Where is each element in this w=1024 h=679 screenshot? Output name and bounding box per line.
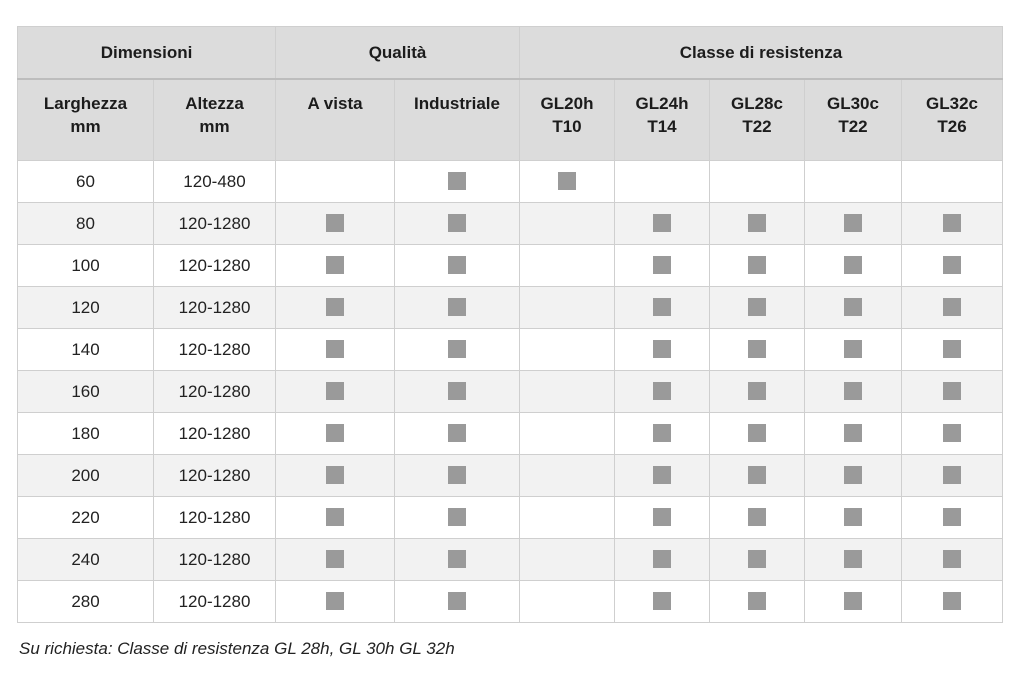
- available-square-icon: [448, 256, 466, 274]
- table-row: [18, 203, 1003, 245]
- table-row: [18, 161, 1003, 203]
- available-square-icon: [844, 298, 862, 316]
- available-square-icon: [653, 382, 671, 400]
- cell-availability: [520, 413, 615, 455]
- available-square-icon: [943, 298, 961, 316]
- column-label-line1: GL24h: [635, 94, 689, 113]
- cell-availability: [615, 455, 710, 497]
- available-square-icon: [943, 340, 961, 358]
- table-row: [18, 581, 1003, 623]
- available-square-icon: [653, 466, 671, 484]
- available-square-icon: [844, 340, 862, 358]
- table-row: [18, 371, 1003, 413]
- available-square-icon: [943, 382, 961, 400]
- cell-availability: [902, 413, 1003, 455]
- cell-availability: [805, 497, 902, 539]
- available-square-icon: [448, 508, 466, 526]
- cell-availability: [615, 581, 710, 623]
- cell-availability: [710, 287, 805, 329]
- cell-availability: [395, 203, 520, 245]
- cell-availability: [902, 371, 1003, 413]
- available-square-icon: [844, 508, 862, 526]
- cell-availability: [902, 245, 1003, 287]
- cell-availability: [902, 455, 1003, 497]
- cell-availability: [276, 497, 395, 539]
- cell-availability: [902, 287, 1003, 329]
- column-label-line2: mm: [70, 117, 101, 136]
- available-square-icon: [448, 382, 466, 400]
- cell-availability: [710, 413, 805, 455]
- cell-availability: [276, 203, 395, 245]
- column-label-line1: A vista: [307, 94, 363, 113]
- cell-availability: [276, 581, 395, 623]
- available-square-icon: [448, 214, 466, 232]
- col-industriale: [395, 79, 520, 161]
- cell-larghezza: 60: [18, 161, 154, 203]
- available-square-icon: [326, 466, 344, 484]
- col-gl32c: [902, 79, 1003, 161]
- cell-availability: [615, 371, 710, 413]
- available-square-icon: [448, 592, 466, 610]
- cell-availability: [615, 329, 710, 371]
- cell-larghezza: 280: [18, 581, 154, 623]
- cell-larghezza: 100: [18, 245, 154, 287]
- cell-availability: [902, 497, 1003, 539]
- cell-altezza: 120-1280: [154, 203, 276, 245]
- available-square-icon: [448, 466, 466, 484]
- cell-availability: [615, 161, 710, 203]
- cell-larghezza: 180: [18, 413, 154, 455]
- available-square-icon: [653, 550, 671, 568]
- column-label-line1: GL30c: [827, 94, 879, 113]
- table-row: [18, 539, 1003, 581]
- cell-availability: [902, 539, 1003, 581]
- available-square-icon: [844, 592, 862, 610]
- cell-availability: [615, 245, 710, 287]
- available-square-icon: [326, 298, 344, 316]
- col-altezza: [154, 79, 276, 161]
- cell-availability: [276, 161, 395, 203]
- available-square-icon: [653, 256, 671, 274]
- column-label-line2: T22: [742, 117, 772, 136]
- cell-availability: [520, 245, 615, 287]
- col-gl28c: [710, 79, 805, 161]
- cell-availability: [805, 203, 902, 245]
- table-row: [18, 329, 1003, 371]
- group-qualita: Qualità: [276, 27, 520, 80]
- col-gl30c: [805, 79, 902, 161]
- table-row: [18, 455, 1003, 497]
- cell-availability: [710, 581, 805, 623]
- available-square-icon: [326, 424, 344, 442]
- cell-availability: [276, 539, 395, 581]
- group-dimensioni: Dimensioni: [18, 27, 276, 80]
- cell-larghezza: 200: [18, 455, 154, 497]
- column-label-line1: GL20h: [540, 94, 594, 113]
- cell-availability: [615, 203, 710, 245]
- cell-altezza: 120-1280: [154, 497, 276, 539]
- cell-larghezza: 220: [18, 497, 154, 539]
- cell-availability: [615, 287, 710, 329]
- col-gl20h: [520, 79, 615, 161]
- cell-availability: [520, 203, 615, 245]
- cell-availability: [395, 581, 520, 623]
- cell-altezza: 120-1280: [154, 413, 276, 455]
- cell-availability: [520, 539, 615, 581]
- available-square-icon: [943, 508, 961, 526]
- available-square-icon: [844, 424, 862, 442]
- cell-availability: [520, 329, 615, 371]
- available-square-icon: [326, 508, 344, 526]
- spec-table: [17, 26, 1003, 623]
- available-square-icon: [653, 340, 671, 358]
- available-square-icon: [448, 340, 466, 358]
- available-square-icon: [448, 298, 466, 316]
- table-row: [18, 413, 1003, 455]
- cell-availability: [395, 371, 520, 413]
- available-square-icon: [748, 466, 766, 484]
- available-square-icon: [326, 382, 344, 400]
- cell-availability: [805, 371, 902, 413]
- available-square-icon: [844, 550, 862, 568]
- cell-availability: [520, 287, 615, 329]
- column-label-line1: GL32c: [926, 94, 978, 113]
- cell-availability: [615, 413, 710, 455]
- cell-larghezza: 160: [18, 371, 154, 413]
- available-square-icon: [326, 340, 344, 358]
- cell-availability: [276, 455, 395, 497]
- column-label-line1: Larghezza: [43, 94, 128, 113]
- cell-availability: [395, 245, 520, 287]
- table-row: [18, 287, 1003, 329]
- cell-availability: [276, 371, 395, 413]
- available-square-icon: [748, 592, 766, 610]
- cell-availability: [805, 245, 902, 287]
- available-square-icon: [748, 550, 766, 568]
- cell-altezza: 120-1280: [154, 581, 276, 623]
- cell-larghezza: 120: [18, 287, 154, 329]
- cell-availability: [276, 287, 395, 329]
- cell-larghezza: 140: [18, 329, 154, 371]
- available-square-icon: [943, 550, 961, 568]
- available-square-icon: [326, 550, 344, 568]
- col-gl24h: [615, 79, 710, 161]
- cell-availability: [520, 497, 615, 539]
- cell-altezza: 120-1280: [154, 455, 276, 497]
- cell-altezza: 120-1280: [154, 539, 276, 581]
- available-square-icon: [844, 256, 862, 274]
- available-square-icon: [653, 592, 671, 610]
- available-square-icon: [748, 382, 766, 400]
- cell-availability: [710, 539, 805, 581]
- available-square-icon: [326, 592, 344, 610]
- cell-availability: [805, 455, 902, 497]
- cell-availability: [710, 371, 805, 413]
- cell-availability: [520, 455, 615, 497]
- cell-altezza: 120-480: [154, 161, 276, 203]
- cell-altezza: 120-1280: [154, 371, 276, 413]
- cell-availability: [805, 413, 902, 455]
- available-square-icon: [943, 256, 961, 274]
- col-larghezza: [18, 79, 154, 161]
- cell-altezza: 120-1280: [154, 287, 276, 329]
- cell-availability: [710, 329, 805, 371]
- cell-availability: [902, 581, 1003, 623]
- cell-availability: [805, 539, 902, 581]
- available-square-icon: [326, 256, 344, 274]
- available-square-icon: [943, 214, 961, 232]
- cell-availability: [710, 203, 805, 245]
- cell-availability: [710, 497, 805, 539]
- table-row: [18, 245, 1003, 287]
- available-square-icon: [748, 424, 766, 442]
- cell-availability: [395, 287, 520, 329]
- column-label-line2: T22: [838, 117, 868, 136]
- cell-availability: [902, 161, 1003, 203]
- available-square-icon: [326, 214, 344, 232]
- cell-availability: [710, 455, 805, 497]
- table-row: [18, 497, 1003, 539]
- available-square-icon: [653, 214, 671, 232]
- available-square-icon: [448, 424, 466, 442]
- available-square-icon: [558, 172, 576, 190]
- available-square-icon: [448, 550, 466, 568]
- column-label-line1: Altezza: [185, 94, 244, 113]
- cell-availability: [395, 413, 520, 455]
- available-square-icon: [748, 214, 766, 232]
- available-square-icon: [748, 508, 766, 526]
- cell-availability: [276, 329, 395, 371]
- cell-larghezza: 80: [18, 203, 154, 245]
- column-label-line2: T26: [937, 117, 967, 136]
- available-square-icon: [748, 256, 766, 274]
- column-label-line1: Industriale: [414, 94, 500, 113]
- col-a-vista: [276, 79, 395, 161]
- cell-larghezza: 240: [18, 539, 154, 581]
- available-square-icon: [448, 172, 466, 190]
- cell-availability: [710, 245, 805, 287]
- column-label-line2: mm: [199, 117, 230, 136]
- column-label-line2: T14: [647, 117, 677, 136]
- cell-altezza: 120-1280: [154, 329, 276, 371]
- available-square-icon: [844, 214, 862, 232]
- cell-availability: [520, 371, 615, 413]
- cell-availability: [520, 161, 615, 203]
- cell-availability: [395, 161, 520, 203]
- available-square-icon: [748, 340, 766, 358]
- available-square-icon: [844, 382, 862, 400]
- available-square-icon: [748, 298, 766, 316]
- cell-availability: [276, 413, 395, 455]
- available-square-icon: [653, 298, 671, 316]
- available-square-icon: [943, 466, 961, 484]
- available-square-icon: [943, 592, 961, 610]
- cell-availability: [395, 329, 520, 371]
- footnote: Su richiesta: Classe di resistenza GL 28h, GL 30h GL 32h: [19, 639, 455, 658]
- cell-availability: [805, 581, 902, 623]
- cell-availability: [615, 497, 710, 539]
- column-label-line2: T10: [552, 117, 582, 136]
- available-square-icon: [653, 424, 671, 442]
- cell-availability: [520, 581, 615, 623]
- cell-availability: [902, 329, 1003, 371]
- cell-availability: [805, 287, 902, 329]
- cell-availability: [902, 203, 1003, 245]
- available-square-icon: [653, 508, 671, 526]
- cell-availability: [805, 329, 902, 371]
- cell-availability: [395, 497, 520, 539]
- cell-availability: [395, 455, 520, 497]
- cell-altezza: 120-1280: [154, 245, 276, 287]
- column-label-line1: GL28c: [731, 94, 783, 113]
- cell-availability: [276, 245, 395, 287]
- cell-availability: [615, 539, 710, 581]
- cell-availability: [805, 161, 902, 203]
- available-square-icon: [943, 424, 961, 442]
- cell-availability: [395, 539, 520, 581]
- group-classe-resistenza: Classe di resistenza: [520, 27, 1003, 80]
- available-square-icon: [844, 466, 862, 484]
- cell-availability: [710, 161, 805, 203]
